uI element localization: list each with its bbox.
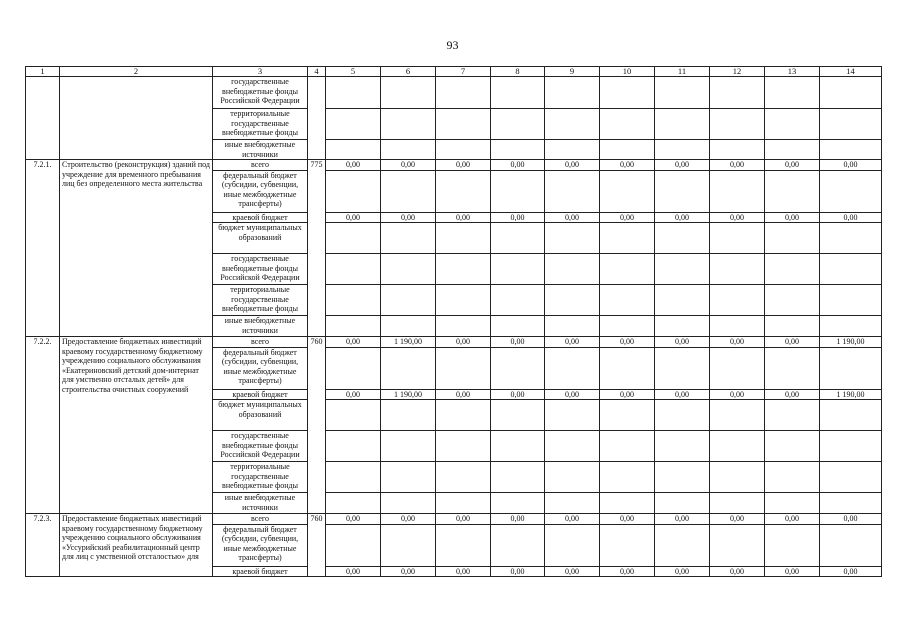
item-name: Строительство (реконструкция) зданий под учреждение для временного пребывания лиц без определенного места жительства xyxy=(60,160,213,337)
source-cell: государственные внебюджетные фонды Российской Федерации xyxy=(213,77,308,109)
value-cell xyxy=(600,462,655,493)
value-cell xyxy=(326,431,381,462)
source-cell: федеральный бюджет (субсидии, субвенции, иные межбюджетные трансферты) xyxy=(213,524,308,566)
value-cell xyxy=(436,285,491,316)
value-cell xyxy=(381,400,436,431)
value-cell: 0,00 xyxy=(600,337,655,348)
value-cell xyxy=(545,223,600,254)
value-cell xyxy=(710,77,765,109)
value-cell xyxy=(655,316,710,337)
value-cell: 0,00 xyxy=(491,212,545,223)
value-cell: 0,00 xyxy=(326,160,381,171)
value-cell xyxy=(326,347,381,389)
col4-cell: 760 xyxy=(308,514,326,577)
value-cell xyxy=(436,77,491,109)
value-cell xyxy=(765,140,820,160)
value-cell: 0,00 xyxy=(765,389,820,400)
value-cell xyxy=(491,109,545,140)
value-cell: 0,00 xyxy=(710,514,765,525)
name-cell xyxy=(60,77,213,160)
value-cell xyxy=(436,140,491,160)
value-cell xyxy=(326,462,381,493)
header-cell-13: 13 xyxy=(765,67,820,77)
value-cell xyxy=(820,462,882,493)
value-cell xyxy=(381,223,436,254)
source-cell: краевой бюджет xyxy=(213,212,308,223)
value-cell: 0,00 xyxy=(655,337,710,348)
value-cell: 0,00 xyxy=(381,212,436,223)
value-cell xyxy=(765,431,820,462)
value-cell xyxy=(710,347,765,389)
header-cell-5: 5 xyxy=(326,67,381,77)
value-cell xyxy=(600,524,655,566)
header-cell-14: 14 xyxy=(820,67,882,77)
item-code: 7.2.2. xyxy=(26,337,60,514)
value-cell: 1 190,00 xyxy=(381,389,436,400)
value-cell xyxy=(820,316,882,337)
value-cell xyxy=(765,285,820,316)
value-cell xyxy=(381,316,436,337)
value-cell xyxy=(436,431,491,462)
source-cell: территориальные государственные внебюджетные фонды xyxy=(213,109,308,140)
value-cell: 0,00 xyxy=(820,212,882,223)
value-cell xyxy=(545,285,600,316)
source-cell: краевой бюджет xyxy=(213,389,308,400)
value-cell xyxy=(491,524,545,566)
value-cell xyxy=(710,400,765,431)
value-cell xyxy=(600,140,655,160)
value-cell xyxy=(436,316,491,337)
source-cell: федеральный бюджет (субсидии, субвенции, иные межбюджетные трансферты) xyxy=(213,347,308,389)
header-cell-3: 3 xyxy=(213,67,308,77)
value-cell xyxy=(381,524,436,566)
value-cell xyxy=(436,462,491,493)
value-cell xyxy=(436,524,491,566)
value-cell xyxy=(820,109,882,140)
value-cell xyxy=(820,431,882,462)
value-cell xyxy=(326,316,381,337)
value-cell xyxy=(765,400,820,431)
value-cell xyxy=(381,462,436,493)
value-cell: 0,00 xyxy=(765,337,820,348)
value-cell xyxy=(326,109,381,140)
value-cell: 0,00 xyxy=(381,514,436,525)
value-cell xyxy=(600,223,655,254)
value-cell xyxy=(710,493,765,514)
item-code: 7.2.3. xyxy=(26,514,60,577)
value-cell xyxy=(765,170,820,212)
value-cell xyxy=(655,462,710,493)
value-cell xyxy=(820,347,882,389)
item-code: 7.2.1. xyxy=(26,160,60,337)
value-cell xyxy=(710,431,765,462)
value-cell: 0,00 xyxy=(436,337,491,348)
value-cell xyxy=(655,140,710,160)
value-cell xyxy=(820,524,882,566)
value-cell: 0,00 xyxy=(545,337,600,348)
source-cell: территориальные государственные внебюджетные фонды xyxy=(213,285,308,316)
value-cell xyxy=(381,109,436,140)
value-cell xyxy=(710,285,765,316)
source-cell: государственные внебюджетные фонды Российской Федерации xyxy=(213,254,308,285)
header-cell-1: 1 xyxy=(26,67,60,77)
value-cell xyxy=(326,524,381,566)
table-row xyxy=(26,514,882,525)
col4-cell: 775 xyxy=(308,160,326,337)
value-cell xyxy=(436,493,491,514)
value-cell xyxy=(436,347,491,389)
value-cell xyxy=(765,493,820,514)
value-cell xyxy=(436,400,491,431)
value-cell xyxy=(545,140,600,160)
value-cell xyxy=(545,524,600,566)
value-cell: 0,00 xyxy=(326,337,381,348)
value-cell xyxy=(600,316,655,337)
value-cell: 0,00 xyxy=(326,212,381,223)
value-cell: 0,00 xyxy=(820,566,882,577)
value-cell xyxy=(491,431,545,462)
value-cell xyxy=(820,77,882,109)
value-cell: 0,00 xyxy=(600,212,655,223)
value-cell xyxy=(710,254,765,285)
value-cell xyxy=(545,347,600,389)
value-cell xyxy=(820,170,882,212)
value-cell: 0,00 xyxy=(765,160,820,171)
value-cell: 1 190,00 xyxy=(820,337,882,348)
value-cell xyxy=(491,223,545,254)
value-cell xyxy=(381,170,436,212)
value-cell: 0,00 xyxy=(326,389,381,400)
value-cell: 0,00 xyxy=(820,514,882,525)
table-row xyxy=(26,77,882,109)
value-cell xyxy=(765,316,820,337)
header-cell-11: 11 xyxy=(655,67,710,77)
value-cell xyxy=(600,254,655,285)
value-cell xyxy=(600,77,655,109)
value-cell xyxy=(655,347,710,389)
value-cell xyxy=(600,347,655,389)
value-cell: 0,00 xyxy=(600,566,655,577)
value-cell xyxy=(820,400,882,431)
value-cell xyxy=(326,493,381,514)
value-cell xyxy=(326,223,381,254)
value-cell xyxy=(820,140,882,160)
header-cell-9: 9 xyxy=(545,67,600,77)
value-cell xyxy=(765,254,820,285)
budget-table xyxy=(25,66,882,577)
value-cell xyxy=(381,285,436,316)
value-cell xyxy=(545,493,600,514)
header-cell-6: 6 xyxy=(381,67,436,77)
value-cell: 0,00 xyxy=(655,212,710,223)
value-cell xyxy=(545,462,600,493)
code-cell xyxy=(26,77,60,160)
value-cell: 1 190,00 xyxy=(820,389,882,400)
value-cell: 0,00 xyxy=(545,212,600,223)
value-cell: 0,00 xyxy=(710,566,765,577)
value-cell xyxy=(545,254,600,285)
value-cell xyxy=(491,285,545,316)
value-cell xyxy=(655,170,710,212)
source-cell: иные внебюджетные источники xyxy=(213,140,308,160)
value-cell xyxy=(436,109,491,140)
value-cell xyxy=(765,109,820,140)
value-cell xyxy=(381,140,436,160)
value-cell: 0,00 xyxy=(436,566,491,577)
value-cell: 0,00 xyxy=(326,514,381,525)
value-cell: 0,00 xyxy=(710,212,765,223)
value-cell xyxy=(491,493,545,514)
value-cell xyxy=(600,285,655,316)
value-cell xyxy=(600,400,655,431)
value-cell xyxy=(710,223,765,254)
source-cell: иные внебюджетные источники xyxy=(213,493,308,514)
value-cell xyxy=(710,524,765,566)
value-cell xyxy=(491,170,545,212)
value-cell xyxy=(381,431,436,462)
value-cell xyxy=(545,77,600,109)
value-cell xyxy=(381,77,436,109)
value-cell: 0,00 xyxy=(545,389,600,400)
value-cell xyxy=(710,170,765,212)
value-cell xyxy=(765,223,820,254)
value-cell: 0,00 xyxy=(545,566,600,577)
value-cell xyxy=(765,77,820,109)
value-cell xyxy=(545,316,600,337)
value-cell: 0,00 xyxy=(655,160,710,171)
value-cell xyxy=(326,140,381,160)
value-cell: 0,00 xyxy=(710,160,765,171)
value-cell: 0,00 xyxy=(381,160,436,171)
value-cell xyxy=(600,493,655,514)
value-cell: 0,00 xyxy=(436,514,491,525)
value-cell: 0,00 xyxy=(491,337,545,348)
value-cell xyxy=(436,254,491,285)
value-cell xyxy=(655,254,710,285)
value-cell xyxy=(381,493,436,514)
value-cell: 0,00 xyxy=(600,389,655,400)
source-cell: территориальные государственные внебюджетные фонды xyxy=(213,462,308,493)
source-cell: государственные внебюджетные фонды Российской Федерации xyxy=(213,431,308,462)
value-cell xyxy=(491,462,545,493)
value-cell: 0,00 xyxy=(765,566,820,577)
value-cell xyxy=(600,170,655,212)
value-cell xyxy=(655,109,710,140)
value-cell xyxy=(436,170,491,212)
value-cell xyxy=(655,77,710,109)
value-cell xyxy=(545,170,600,212)
value-cell xyxy=(710,140,765,160)
value-cell xyxy=(655,431,710,462)
source-cell: бюджет муниципальных образований xyxy=(213,223,308,254)
value-cell xyxy=(545,109,600,140)
value-cell xyxy=(326,170,381,212)
value-cell xyxy=(655,524,710,566)
item-name: Предоставление бюджетных инвестиций краевому государственному бюджетному учреждению социального обслуживания «Уссурийский реабилитационный центр для лиц с умственной отсталостью» для xyxy=(60,514,213,577)
header-cell-2: 2 xyxy=(60,67,213,77)
value-cell xyxy=(820,223,882,254)
value-cell: 0,00 xyxy=(545,514,600,525)
header-cell-7: 7 xyxy=(436,67,491,77)
value-cell xyxy=(765,462,820,493)
value-cell xyxy=(600,431,655,462)
value-cell xyxy=(820,493,882,514)
value-cell xyxy=(436,223,491,254)
value-cell: 0,00 xyxy=(820,160,882,171)
value-cell: 0,00 xyxy=(436,212,491,223)
value-cell: 0,00 xyxy=(491,389,545,400)
source-cell: краевой бюджет xyxy=(213,566,308,577)
page-number: 93 xyxy=(446,38,459,52)
value-cell xyxy=(326,254,381,285)
value-cell xyxy=(491,140,545,160)
value-cell: 0,00 xyxy=(765,212,820,223)
value-cell: 0,00 xyxy=(381,566,436,577)
value-cell: 0,00 xyxy=(545,160,600,171)
table-row xyxy=(26,337,882,348)
value-cell: 0,00 xyxy=(600,514,655,525)
item-name: Предоставление бюджетных инвестиций краевому государственному бюджетному учреждению социального обслуживания «Екатериновский детский дом-интернат для умственно отсталых детей» для строительства очистных сооружений xyxy=(60,337,213,514)
value-cell xyxy=(820,254,882,285)
value-cell: 0,00 xyxy=(436,160,491,171)
value-cell xyxy=(765,524,820,566)
value-cell: 0,00 xyxy=(600,160,655,171)
value-cell: 0,00 xyxy=(326,566,381,577)
value-cell xyxy=(491,77,545,109)
value-cell: 0,00 xyxy=(655,514,710,525)
value-cell xyxy=(545,400,600,431)
header-cell-12: 12 xyxy=(710,67,765,77)
value-cell: 1 190,00 xyxy=(381,337,436,348)
source-cell: всего xyxy=(213,514,308,525)
value-cell xyxy=(545,431,600,462)
source-cell: иные внебюджетные источники xyxy=(213,316,308,337)
col4-cell: 760 xyxy=(308,337,326,514)
col4-cell xyxy=(308,77,326,160)
value-cell: 0,00 xyxy=(491,514,545,525)
value-cell xyxy=(381,254,436,285)
value-cell: 0,00 xyxy=(710,389,765,400)
value-cell xyxy=(381,347,436,389)
header-cell-4: 4 xyxy=(308,67,326,77)
value-cell xyxy=(655,285,710,316)
value-cell: 0,00 xyxy=(491,160,545,171)
value-cell xyxy=(655,223,710,254)
value-cell xyxy=(600,109,655,140)
header-row xyxy=(26,67,882,77)
value-cell xyxy=(326,285,381,316)
source-cell: всего xyxy=(213,160,308,171)
source-cell: бюджет муниципальных образований xyxy=(213,400,308,431)
source-cell: всего xyxy=(213,337,308,348)
value-cell xyxy=(710,316,765,337)
value-cell xyxy=(326,77,381,109)
table-row xyxy=(26,160,882,171)
value-cell xyxy=(765,347,820,389)
value-cell: 0,00 xyxy=(655,566,710,577)
value-cell xyxy=(491,400,545,431)
header-cell-8: 8 xyxy=(491,67,545,77)
value-cell: 0,00 xyxy=(436,389,491,400)
value-cell xyxy=(655,493,710,514)
value-cell xyxy=(326,400,381,431)
value-cell xyxy=(491,254,545,285)
header-cell-10: 10 xyxy=(600,67,655,77)
value-cell: 0,00 xyxy=(491,566,545,577)
value-cell xyxy=(491,316,545,337)
value-cell xyxy=(710,462,765,493)
value-cell xyxy=(491,347,545,389)
value-cell xyxy=(820,285,882,316)
value-cell: 0,00 xyxy=(710,337,765,348)
value-cell: 0,00 xyxy=(765,514,820,525)
value-cell xyxy=(710,109,765,140)
value-cell: 0,00 xyxy=(655,389,710,400)
source-cell: федеральный бюджет (субсидии, субвенции, иные межбюджетные трансферты) xyxy=(213,170,308,212)
value-cell xyxy=(655,400,710,431)
